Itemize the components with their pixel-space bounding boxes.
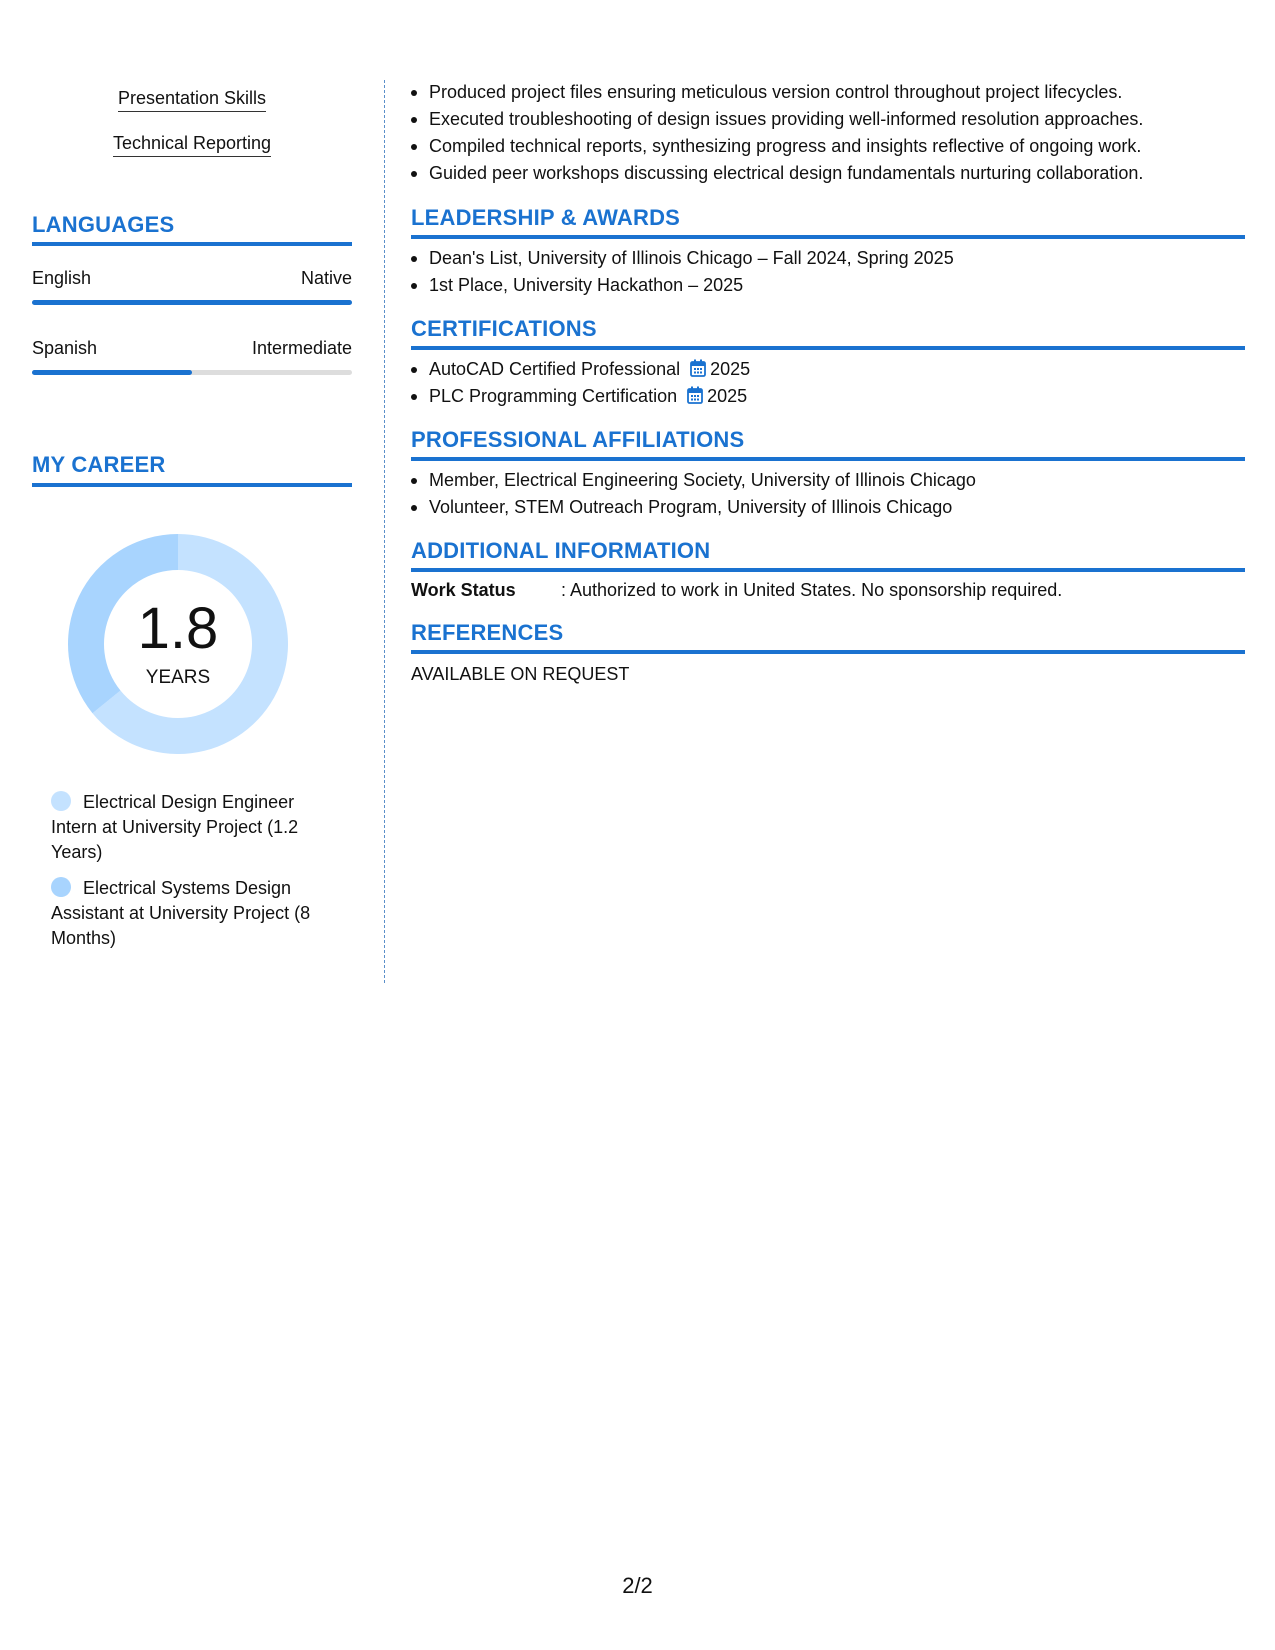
- work-status-label: Work Status: [411, 580, 516, 600]
- section-rule: [32, 483, 352, 487]
- skill-item: Technical Reporting: [32, 133, 352, 157]
- additional-info-heading: ADDITIONAL INFORMATION: [411, 538, 711, 563]
- section-rule: [411, 457, 1245, 461]
- list-item: 1st Place, University Hackathon – 2025: [411, 272, 1245, 299]
- list-item: Produced project files ensuring meticulous version control throughout project lifecycles.: [411, 79, 1245, 106]
- certification-name: PLC Programming Certification: [429, 386, 678, 406]
- list-item: Executed troubleshooting of design issues providing well-informed resolution approaches.: [411, 106, 1245, 133]
- leadership-list: [411, 245, 1245, 299]
- certifications-heading: CERTIFICATIONS: [411, 316, 597, 341]
- skill-item: Presentation Skills: [32, 88, 352, 112]
- language-name: English: [32, 268, 92, 288]
- affiliations-heading: PROFESSIONAL AFFILIATIONS: [411, 427, 745, 452]
- languages-heading: LANGUAGES: [32, 212, 175, 237]
- proficiency-bar: [32, 300, 352, 305]
- affiliations-list: [411, 467, 1245, 521]
- certifications-list: [411, 356, 1245, 410]
- section-rule: [411, 568, 1245, 572]
- list-item: Guided peer workshops discussing electrical design fundamentals nurturing collaboration.: [411, 160, 1245, 187]
- experience-bullet-list: [411, 79, 1245, 187]
- legend-label: Electrical Design Engineer Intern at University Project (1.2 Years): [51, 792, 299, 862]
- certification-name: AutoCAD Certified Professional: [429, 359, 681, 379]
- certification-year: 2025: [707, 386, 748, 406]
- section-rule: [411, 235, 1245, 239]
- references-text: AVAILABLE ON REQUEST: [411, 664, 630, 684]
- calendar-icon: [687, 386, 703, 404]
- proficiency-fill: [32, 370, 192, 375]
- language-level: Intermediate: [251, 338, 352, 358]
- certification-year: 2025: [710, 359, 751, 379]
- career-total-unit: YEARS: [145, 667, 211, 688]
- legend-dot: [51, 791, 71, 811]
- language-level: Native: [300, 268, 352, 288]
- language-row: [32, 338, 352, 359]
- section-rule: [411, 346, 1245, 350]
- work-status-row: [411, 580, 1062, 601]
- leadership-heading: LEADERSHIP & AWARDS: [411, 205, 681, 230]
- references-heading: REFERENCES: [411, 620, 564, 645]
- calendar-icon: [690, 359, 706, 377]
- list-item: Dean's List, University of Illinois Chicago – Fall 2024, Spring 2025: [411, 245, 1245, 272]
- legend-label: Electrical Systems Design Assistant at University Project (8 Months): [51, 878, 311, 948]
- column-divider: [384, 80, 385, 983]
- section-rule: [32, 242, 352, 246]
- proficiency-fill: [32, 300, 352, 305]
- career-total-value: 1.8: [137, 596, 219, 661]
- career-heading: MY CAREER: [32, 452, 166, 477]
- list-item: Volunteer, STEM Outreach Program, University of Illinois Chicago: [411, 494, 1245, 521]
- list-item: Member, Electrical Engineering Society, University of Illinois Chicago: [411, 467, 1245, 494]
- language-name: Spanish: [32, 338, 98, 358]
- page-number: 2/2: [622, 1573, 653, 1598]
- language-row: [32, 268, 352, 289]
- list-item: Compiled technical reports, synthesizing progress and insights reflective of ongoing work.: [411, 133, 1245, 160]
- legend-item: [51, 876, 341, 951]
- legend-item: [51, 790, 341, 865]
- list-item: [411, 356, 1245, 383]
- legend-dot: [51, 877, 71, 897]
- list-item: [411, 383, 1245, 410]
- proficiency-bar: [32, 370, 352, 375]
- section-rule: [411, 650, 1245, 654]
- work-status-value: : Authorized to work in United States. No sponsorship required.: [561, 580, 1063, 600]
